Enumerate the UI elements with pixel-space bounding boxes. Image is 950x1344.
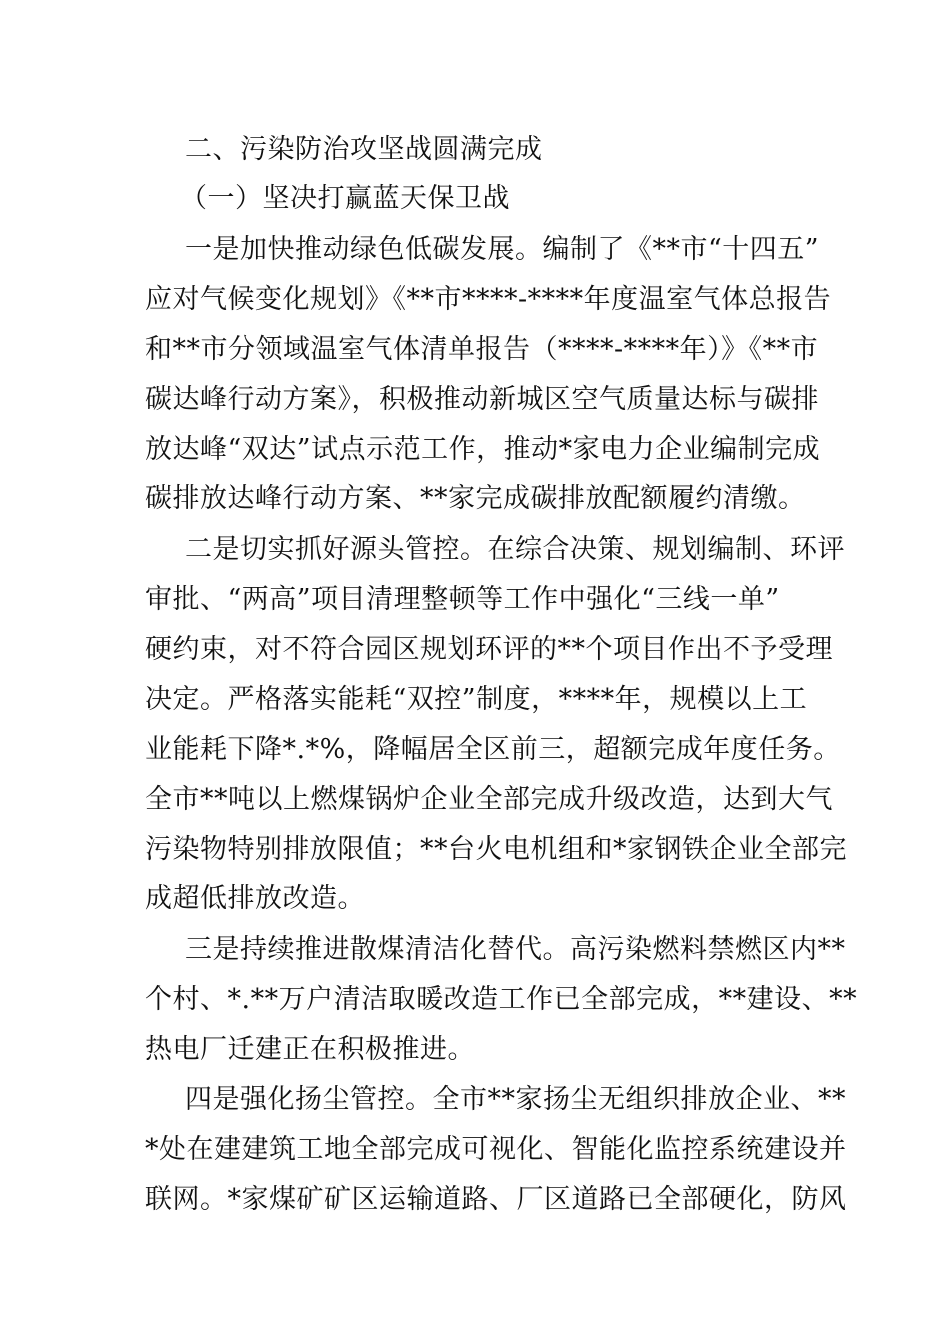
- paragraph-line: 四是强化扬尘管控。全市**家扬尘无组织排放企业、**: [185, 1084, 846, 1115]
- paragraph-line: 个村、*.**万户清洁取暖改造工作已全部完成，**建设、**: [145, 984, 858, 1015]
- paragraph-line: 成超低排放改造。: [145, 883, 365, 914]
- paragraph-line: 应对气候变化规划》《**市****-****年度温室气体总报告: [145, 284, 832, 315]
- paragraph-line: *处在建建筑工地全部完成可视化、智能化监控系统建设并: [145, 1134, 847, 1165]
- paragraph-line: 碳达峰行动方案》，积极推动新城区空气质量达标与碳排: [145, 384, 819, 415]
- paragraph-line: 和**市分领域温室气体清单报告（****-****年）》《**市: [145, 334, 819, 365]
- paragraph-line: 三是持续推进散煤清洁化替代。高污染燃料禁燃区内**: [185, 934, 846, 965]
- paragraph-line: 决定。严格落实能耗“双控”制度，****年，规模以上工: [145, 684, 808, 715]
- paragraph-line: 热电厂迁建正在积极推进。: [145, 1034, 475, 1065]
- paragraph-line: 全市**吨以上燃煤锅炉企业全部完成升级改造，达到大气: [145, 784, 833, 815]
- paragraph-line: 一是加快推动绿色低碳发展。编制了《**市“十四五”: [185, 234, 820, 265]
- paragraph-line: 审批、“两高”项目清理整顿等工作中强化“三线一单”: [145, 584, 780, 615]
- paragraph-line: 放达峰“双达”试点示范工作，推动*家电力企业编制完成: [145, 434, 821, 465]
- paragraph-line: 碳排放达峰行动方案、**家完成碳排放配额履约清缴。: [145, 483, 806, 514]
- paragraph-line: 联网。*家煤矿矿区运输道路、厂区道路已全部硬化，防风: [145, 1184, 847, 1215]
- subsection-heading: （一）坚决打赢蓝天保卫战: [180, 183, 510, 214]
- paragraph-line: 污染物特别排放限值；**台火电机组和*家钢铁企业全部完: [145, 834, 847, 865]
- paragraph-line: 硬约束，对不符合园区规划环评的**个项目作出不予受理: [145, 634, 833, 665]
- section-heading: 二、污染防治攻坚战圆满完成: [185, 134, 543, 165]
- paragraph-line: 业能耗下降*.*%，降幅居全区前三，超额完成年度任务。: [145, 734, 841, 765]
- paragraph-line: 二是切实抓好源头管控。在综合决策、规划编制、环评: [185, 534, 845, 565]
